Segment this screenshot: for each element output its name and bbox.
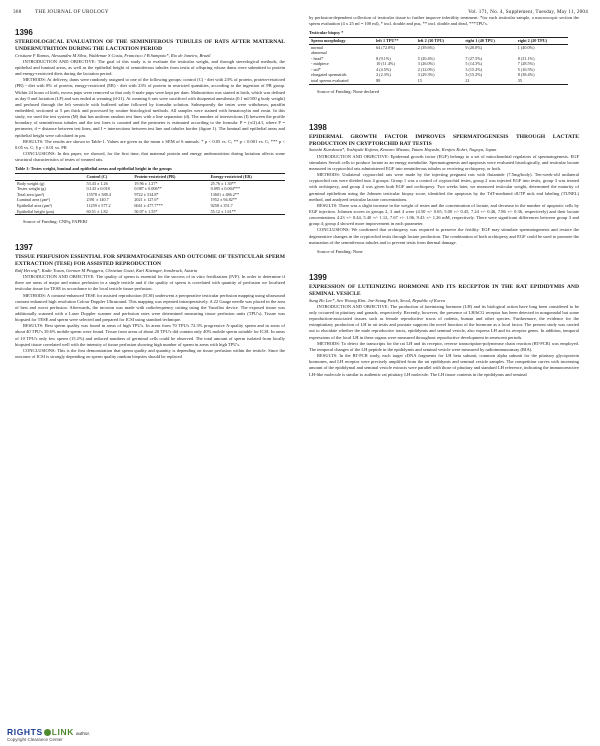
results-table [15, 166, 285, 215]
table-cell: 0.143 ± 0.018 [86, 186, 110, 192]
abstract-authors: Satoshi Kurokawa*, Yoshiyuki Kojima, Kentaro Mizuno, Yutaro Hayashi, Kenjiro Kohri, Nagoya, Japan [309, 147, 497, 153]
abstract-number: 1398 [309, 122, 327, 132]
table-cell: normal [311, 44, 323, 50]
table-cell: 3 (15.2%) [465, 66, 483, 72]
table-cell: 3 (15.2%) [465, 72, 483, 78]
table-cell: 64 (72.0%) [376, 44, 395, 50]
table-cell: 53.43 ± 1.26 [86, 180, 108, 186]
abstract-authors: Ralf Herwig*, Kadir Tosun, Germar M Pinggera, Christian Gozzi, Karl Kitzinger, Innsbruck, Austria [15, 267, 198, 273]
table-cell: 2021 ± 127.6* [134, 197, 159, 203]
rightslink-logo[interactable] [7, 727, 91, 742]
table-cell: 4 (4.5%) [376, 66, 391, 72]
table-row [309, 78, 568, 84]
table-cell: 2 (39.6%) [417, 44, 435, 50]
table-cell: 2391 ± 140.7 [86, 197, 109, 203]
table-cell: Epithelial height (μm) [15, 209, 85, 215]
table-cell: 8 (38.4%) [517, 72, 535, 78]
table-row [15, 209, 285, 215]
table-cell: 10 (11.4%) [376, 61, 395, 67]
column-header [15, 174, 85, 181]
abstract-results: RESULTS: The results are shown in Table-1. Values are given as the mean ± SEM of 6 animals. * p < 0.05 vs. C; ** p < 0.001 vs. C; *** p < 0.05 vs. C; § p < 0.01 vs. PR [15, 138, 285, 150]
funding-source: Source of Funding: CNPq, FAPERJ [23, 219, 88, 225]
table-cell: 7 (27.5%) [465, 55, 483, 61]
abstract-title: EXPRESSION OF LUTEINIZING HORMONE AND ITS RECEPTOR IN THE RAT EPIDIDYMIS AND SEMINAL VESICLE [309, 284, 579, 297]
table-cell: 2 (12.0%) [417, 66, 435, 72]
page-number: 368 [13, 9, 22, 15]
table-cell: 1 (40.0%) [517, 44, 535, 50]
abstract-results: RESULTS: In the RT-PCR study, each target cDNA fragments for LH beta subunit, common alpha subunit for the pituitary glycoprotein hormones, and LH receptor were precisely amplified from the rat epididymis and seminal vesicle samples. The competition curves with increasing amount of the epididymal and seminal vesicle extracts were parallel with those of pituitary and standard LH reference, indicating the immunoreactive LH-like molecule is similar to authentic rat pituitary LH molecule. The LH tissue contents in the epididymis and seminal [309, 353, 579, 377]
table-cell: abnormal [311, 50, 327, 56]
abstract-1396 [15, 28, 285, 225]
abstract-results: RESULTS: There was a slight increase in the weight of testes and the concentration of lactate, and decrease in the number of apoptotic cells by EGF injection. Johnsen scores in groups 2, 3 and 4 were (4.50 +/- 0.65, 5.00 +/- 0.45, 7.24 +/- 0.46, 7.86 +/- 0.36, respectively) and their lactate concentrations 4.23 +/- 0.44, 5.40 +/- 1.12, 7.67 +/- 1.06, 9.43 +/- 1.26 mM, respectively. There were significant differences between group 3 and group 4; group 4 showed more improvement in each parameter. [309, 202, 579, 227]
column-header: Sperm morphology [309, 37, 374, 44]
table-cell: 7 (28.5%) [517, 61, 535, 67]
table-cell: total sperms evaluated [309, 78, 374, 84]
column-header: left 2 (30 TPU) [416, 37, 464, 44]
table-cell: - tail* [311, 66, 321, 72]
table-caption: Testicular biopsy * [309, 30, 344, 36]
table-cell: 11259 ± 577.2 [86, 202, 111, 208]
table-cell: Luminal area (μm²) [17, 197, 50, 203]
abstract-authors: Sung Ho Lee*, Seo Woong Kim, Jae-Seung Paick, Seoul, Republic of Korea [309, 297, 446, 303]
table-cell: 21 [463, 78, 515, 84]
table-cell: Testes weight (g) [17, 186, 46, 192]
table-cell: 60.51 ± 1.82 [85, 209, 133, 215]
table-cell: 8 (31.1%) [517, 55, 535, 61]
right-column [309, 15, 579, 378]
table-header-row [15, 174, 285, 181]
abstract-1398 [309, 123, 579, 255]
logo-text-link: LINK [51, 727, 74, 737]
table-cell: 2 (2.3%) [376, 72, 391, 78]
abstract-conclusions: CONCLUSIONS: We confirmed that orchiopexy was required to preserve the fertility. EGF may stimulate spermatogenesis and restore the degenerative changes in the cryptorchid testis through lactate production. The combination of both orchiopexy and EGF could be used to promote the maturation of the seminiferous tubules and to prevent testis from thermal damage. [309, 227, 579, 245]
table-cell: 9722 ± 534.8* [134, 191, 159, 197]
table-cell: 3 (26.0%) [417, 61, 435, 67]
abstract-results: RESULTS: Best sperm quality was found in areas of high TPU's. In areas from 70 TPU's 72.3% progressive A-quality sperm and in areas of about 40 TPU's 39.6% mobile sperm were found. Tissue from areas of about 20 TPU's did contain only 40% mobile sperm suitable for ICSI. In areas of 10 TPU's only few sperm (15.2%) and reduced numbers of germinal cells could be observed. The total amount of sperm isolated from locally biopsied tissue correlated well with the intensity of tissue perfusion showing high number of sperm in areas with high TPU's. [15, 323, 285, 347]
column-header: right 2 (20 TPU) [516, 37, 568, 44]
table-cell: 0.095 ± 0.004*** [210, 186, 241, 192]
column-header: Energy-restricted (ER) [209, 174, 285, 181]
table-cell: 1952 ± 94.82** [210, 197, 237, 203]
table-caption: Table 1: Testes weight, luminal and epithelial areas and epithelial height in the groups [15, 166, 172, 172]
table-cell: 5 (20.4%) [417, 55, 435, 61]
table-cell: 55.12 ± 1.61** [209, 209, 285, 215]
column-header: Protein-restricted (PR) [132, 174, 208, 181]
column-header: left 1 TPU** [374, 37, 416, 44]
column-header: right 1 (40 TPU) [463, 37, 515, 44]
table-cell: 25.76 ± 1.30** [210, 180, 236, 186]
table-cell: elongated spermatids [311, 72, 347, 78]
abstract-methods: METHODS: To detect the transcripts for the rat LH and its receptor, reverse transcription-polymerase chain reaction (RT-PCR) was employed. The temporal changes of the LH peptide in the epididymis and seminal vesicle were measured by radioimmunoassay (RIA). [309, 340, 579, 352]
abstract-methods: METHODS: At delivery, dams were randomly assigned to one of the following groups: control (C) - diet with 23% of protein, protein-restricted (PR) - diet with 8% of protein; energy-restricted (ER) - diet with 23% of protein in restricted quantities, according to the ingestion of PR group. Within 24 hours of birth, excess pups were removed so that only 6 male pups were kept per dam. Malnutrition was started at birth, which was defined as day 0 and lactation (LP) and was ended at weaning (d-21). At weaning 6 rats were sacrificed with thiopental anesthesia (0.1 ml/100 g body weight) and perfused through the left ventricle with buffered saline followed by formalin solution. Subsequently the testes were withdrawn, paraffin embedded, sectioned at 5 μm thick and processed by routine histological methods. All samples were stained with hematoxylin and eosin. In this study, we used the test system (M) that has uniform random test lines with a line separation (d). The number of intersections (I) between the profile boundary of seminiferous tubules and the test lines is counted and the perimeter is estimated according to the formula: P = (π/2).d.I, where P = perimeter, d = distance between test lines, and I = intersections between test line and tubules border (figure 1). The luminal and epithelial areas and epithelial height were calculated in μm. [15, 77, 285, 138]
table-cell: 5 (16.5%) [517, 66, 535, 72]
abstract-intro: INTRODUCTION AND OBJECTIVE: The quality of sperm is essential for the success of in vitro fertilization (IVF). In order to determine if there are areas of major and minor perfusion in a single testicle and if the quality of sperm is correlated with quantity of perfusion we localized testicular tissue for TESE in accordance to the local testicle tissue perfusion. [15, 274, 285, 292]
table-cell: Total area (μm²) [17, 191, 45, 197]
table-cell: 6041 ± 477.7*** [134, 202, 163, 208]
biopsy-table [309, 30, 568, 84]
funding-source: Source of Funding: None declared [317, 88, 379, 94]
abstract-title: TISSUE PERFUSION ESSENTIAL FOR SPERMATOGENESIS AND OUTCOME OF TESTICULAR SPERM EXTRACTION (TESE) FOR ASSISTED REPRODUCTION [15, 254, 285, 268]
abstract-number: 1397 [15, 243, 33, 253]
abstract-conclusions: CONCLUSIONS: This is the first demonstration that sperm quality and quantity is depending on tissue perfusion within the testicle. Since the outcome of ICSI is strongly depending on sperm quality random biopsies should be replaced [15, 347, 285, 360]
abstract-intro: INTRODUCTION AND OBJECTIVE: The production of luteinizing hormone (LH) and its biological action have long been considered to be only occurred in pituitary and gonads, respectively. Recently, however, the presence of LH/hCG receptor has been detected in nongonadal but some reproduction-associated tissues such as female reproductive tracts of rodents, human and other species. Furthermore, the evidence for the extrapituitary production of LH in rat testis and prostate supports the novel function of the hormone as a local factor. The present study was carried out to elucidate whether the male reproductive tracts, epididymis and seminal vesicle, also express LH and its receptor genes. In addition, temporal expressions of the local LH in these organs were measured throughout reproductive development in senescent periods. [309, 303, 579, 340]
table-cell: Body weight (g) [17, 180, 45, 186]
table-cell: 88 [374, 78, 416, 84]
logo-dot-icon [44, 729, 51, 736]
journal-title: THE JOURNAL OF UROLOGY [35, 9, 109, 15]
table-cell: 15 [416, 78, 464, 84]
table-cell: - head* [311, 55, 324, 61]
table-cell: 9 (20.0%) [465, 44, 483, 50]
abstract-continuation: by perfusion-dependent collection of testicular tissue to further improve infertility treatment. *for each testicular sample, a macroscopic section the sperm evaluation (4 x 25 ml = 100 ml), * incl. double and pus, ** incl. double and dead, ***TPU's. [309, 15, 579, 27]
table-cell: 50.07 ± 1.55* [132, 209, 208, 215]
abstract-1399 [309, 273, 579, 378]
abstract-title: EPIDERMAL GROWTH FACTOR IMPROVES SPERMATOGENESIS THROUGH LACTATE PRODUCTION IN CRYPTORCHID RAT TESTIS [309, 133, 579, 147]
column-header: Control (C) [85, 174, 133, 181]
table-cell: 3 (29.3%) [417, 72, 435, 78]
table-cell: 19.96 ± 1.27* [134, 180, 158, 186]
left-column [15, 28, 285, 360]
table-header-row [309, 37, 568, 44]
funding-source: Source of Funding: None [317, 248, 363, 254]
abstract-authors: Cristiane F Ramos, Alessandra M Silva, Waldemar S Costa, Francisco J B Sampaio*, Rio de Janeiro, Brazil [15, 52, 211, 58]
abstract-methods: METHODS: A contrast-enhanced TESE for assisted reproduction (ICSI) underwent a preoperative testicular perfusion mapping using ultrasound contrast enhanced high resolution Colour Doppler Ultrasound. This mapping was repeated intraoperatively. A 22 Gauge needle was placed in the area of best and worst perfusion. Afterwards, the incision was made with radiofrequency cutting using the Vasoflux device. The exposed tissue was additionally scanned with a Laser Doppler scanner and perfusion rates were determined measuring tissue perfusion units (TPU's). Tissue was biopsied for TESE and sperm were selected and prepared for ICSI using standard technique. [15, 292, 285, 323]
table-cell: 0.087 ± 0.006** [134, 186, 162, 192]
abstract-1397 [15, 243, 285, 360]
table-cell: 15578 ± 588.4 [86, 191, 111, 197]
table-cell: - midpiece [311, 61, 329, 67]
table-cell: 5 (14.3%) [465, 61, 483, 67]
abstract-number: 1396 [15, 28, 33, 37]
table-cell: 13601 ± 486.2** [210, 191, 240, 197]
abstract-intro: INTRODUCTION AND OBJECTIVE: The goal of this study is to evaluate the testicular weight, and through stereological methods, the epithelial and luminal areas, as well as the epithelial height of seminiferous tubules from testis of offspring whose dams were submitted to protein and energy-restricted diets during the lactation period. [15, 58, 285, 77]
logo-text-rights: RIGHTS [7, 727, 43, 737]
logo-subtitle: Copyright Clearance Center [7, 737, 63, 742]
abstract-conclusions: CONCLUSIONS: In this paper, we showed, for the first time, that maternal protein and energy undernutrition during lactation affects some structural characteristics of testes of weaned rats. [15, 151, 285, 163]
table-cell: 8 (9.1%) [376, 55, 391, 61]
issue-info: Vol. 171, No. 4, Supplement, Tuesday, May 11, 2004 [468, 9, 588, 15]
table-cell: 35 [516, 78, 568, 84]
author-suffix: author. [75, 731, 91, 736]
table-cell: Epithelial area (μm²) [17, 202, 52, 208]
table-cell: 9258 ± 351.7 [210, 202, 233, 208]
abstract-1397-continued [309, 15, 579, 95]
abstract-number: 1399 [309, 273, 327, 283]
abstract-title: STEREOLOGICAL EVALUATION OF THE SEMINIFEROUS TUBULES OF RATS AFTER MATERNAL UNDERNUTRITION DURING THE LACTATION PERIOD [15, 39, 285, 52]
abstract-methods: METHODS: Unilateral cryptorchid rats were made by the injecting pregnant rats with flutamide (7.5mg/body). Ten-week-old unilateral cryptorchid rats were divided into 4 groups: Group 1 was a control of cryptorchid testes, group 2 was injected EGF into testis, group 3 was treated with orchiopexy, and group 4 was given both EGF and orchiopexy. Two weeks later, we measured testicular weight, determined the maturity of germinal epithelium using the Johnsen testicular biopsy score, identified the apoptosis by the TdT-mediated dUTP nick end labeling (TUNEL) method, and analyzed testicular lactate concentrations. [309, 172, 579, 202]
abstract-intro: INTRODUCTION AND OBJECTIVE: Epidermal growth factor (EGF) belongs to a set of mitochondrial regulators of spermatogenesis. EGF stimulates Sertoli cells to produce lactate as an energy metabolite. Spermatogenesis and apoptosis were evaluated histologically, and testicular lactate measured in cryptorchid rats administered EGF into seminiferous tubules or receiving orchiopexy, or both. [309, 153, 579, 171]
